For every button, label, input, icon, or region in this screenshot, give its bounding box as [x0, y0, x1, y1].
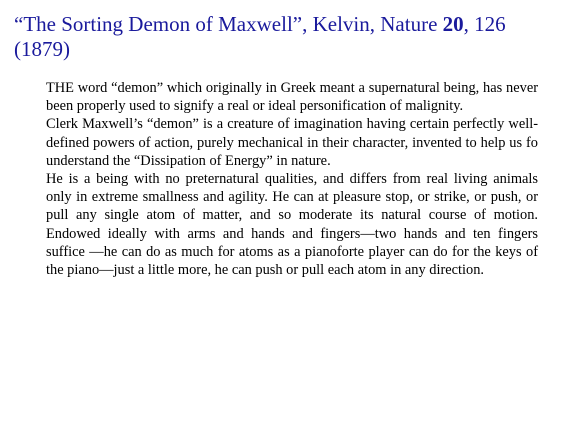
- quote-body: [46, 79, 538, 279]
- paragraph-demon-abilities: He is a being with no preternatural qualities, and differs from real living animals only in extreme smallness and agility. He can at pleasure stop, or strike, or push, or pull any single atom of matter, and so moderate its natural course of motion. Endowed ideally with arms and hands and fingers—two hands and ten fingers suffice —he can do as much for atoms as a pianoforte player can do for the keys of the piano—just a little more, he can push or pull each atom in any direction.: [46, 171, 538, 279]
- title-text: “The Sorting Demon of Maxwell”, Kelvin, Nature: [14, 12, 443, 36]
- paragraph-maxwell-demon: Clerk Maxwell’s “demon” is a creature of imagination having certain perfectly well-defined powers of action, purely mechanical in their character, invented to help us fo understand the “Dissipation of Energy” in nature.: [46, 116, 538, 169]
- slide-title: [14, 12, 566, 62]
- volume-number: 20: [442, 12, 464, 36]
- title-citation: , 126 (1879): [14, 12, 506, 61]
- paragraph-demon-word: THE word “demon” which originally in Greek meant a supernatural being, has never been properly used to signify a real or ideal personification of malignity.: [46, 80, 538, 115]
